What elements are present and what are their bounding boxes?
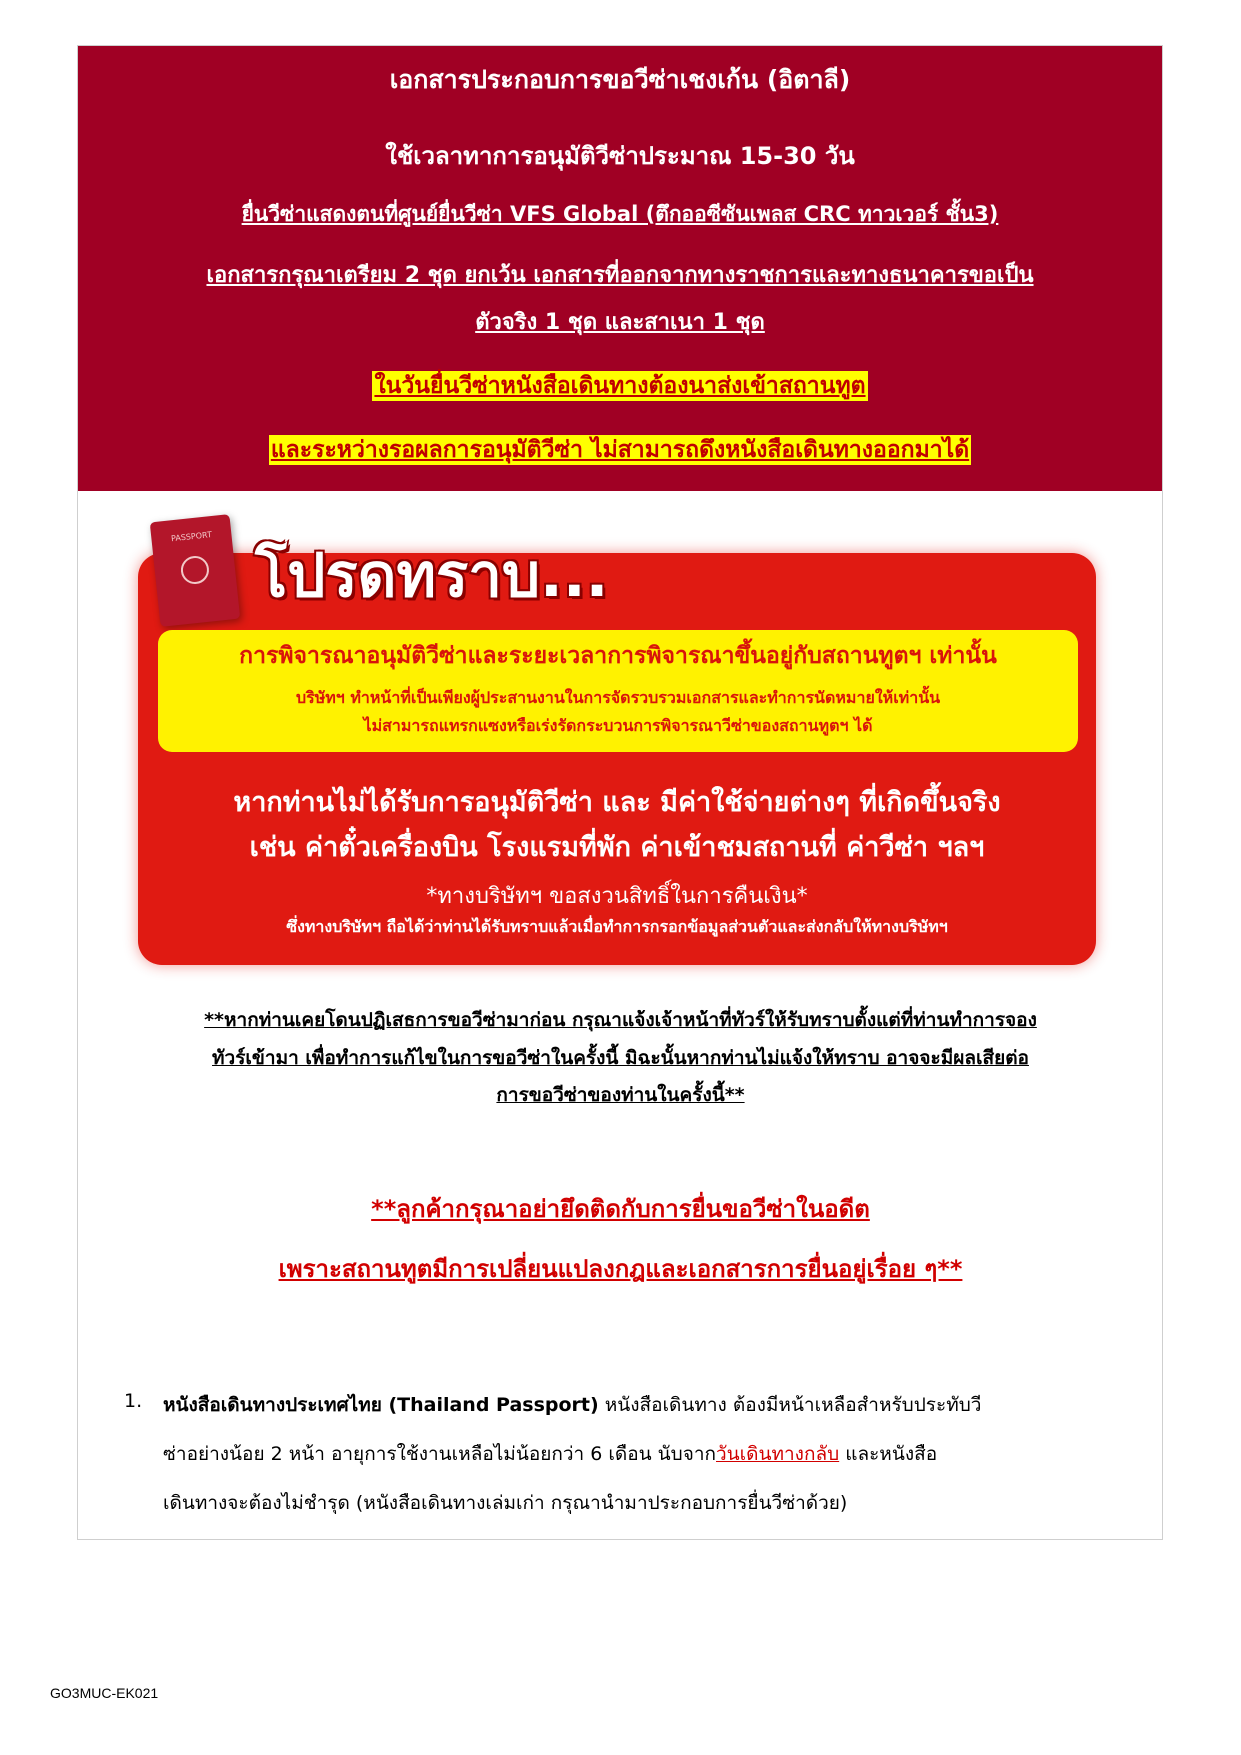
reminder-line1: **ลูกค้ากรุณาอย่ายึดติดกับการยื่นขอวีซ่าในอดีต — [371, 1195, 870, 1223]
reminder-line2: เพราะสถานทูตมีการเปลี่ยนแปลงกฎและเอกสารการยื่นอยู่เรื่อย ๆ** — [278, 1255, 963, 1283]
document-code: GO3MUC-EK021 — [50, 1685, 159, 1701]
globe-icon — [180, 555, 211, 586]
notice-yellow-line2: บริษัทฯ ทำหน้าที่เป็นเพียงผู้ประสานงานในการจัดรวบรวมเอกสารและทำการนัดหมายให้เท่านั้น — [295, 688, 941, 707]
list-item-line1 — [163, 1390, 981, 1420]
notice-yellow-line1: การพิจารณาอนุมัติวีซ่าและระยะเวลาการพิจารณาขึ้นอยู่กับสถานทูตฯ เท่านั้น — [239, 643, 997, 669]
notice-yellow-box — [158, 630, 1078, 752]
highlight-line2-wrap — [78, 432, 1162, 468]
highlight-line1: ในวันยื่นวีซ่าหนังสือเดินทางต้องนาส่งเข้าสถานทูต — [374, 373, 866, 399]
list-item-line3: เดินทางจะต้องไม่ชำรุด (หนังสือเดินทางเล่มเก่า กรุณานำมาประกอบการยื่นวีซ่าด้วย) — [163, 1492, 848, 1514]
warning-line3: การขอวีซ่าของท่านในครั้งนี้** — [496, 1084, 745, 1106]
list-item-heading: หนังสือเดินทางประเทศไทย (Thailand Passport) — [163, 1394, 599, 1416]
notice-title: โปรดทราบ... — [255, 541, 609, 611]
documents-note-line1: เอกสารกรุณาเตรียม 2 ชุด ยกเว้น เอกสารที่ออกจากทางราชการและทางธนาคารขอเป็น — [206, 263, 1034, 288]
header-banner — [78, 46, 1162, 491]
notice-line2: เช่น ค่าตั๋วเครื่องบิน โรงแรมที่พัก ค่าเข้าชมสถานที่ ค่าวีซ่า ฯลฯ — [249, 832, 985, 863]
processing-time: ใช้เวลาทาการอนุมัติวีซ่าประมาณ 15-30 วัน — [385, 142, 855, 170]
passport-icon — [150, 514, 241, 627]
page-title: เอกสารประกอบการขอวีซ่าเชงเก้น (อิตาลี) — [389, 65, 851, 94]
list-item-line2 — [163, 1439, 937, 1469]
notice-line3: *ทางบริษัทฯ ขอสงวนสิทธิ์ในการคืนเงิน* — [426, 884, 808, 909]
documents-note-line2: ตัวจริง 1 ชุด และสาเนา 1 ชุด — [475, 310, 765, 335]
passport-label: PASSPORT — [170, 530, 213, 544]
list-item-text-c: และหนังสือ — [839, 1443, 938, 1465]
notice-line4: ซึ่งทางบริษัทฯ ถือได้ว่าท่านได้รับทราบแล้วเมื่อทำการกรอกข้อมูลส่วนตัวและส่งกลับให้ทางบริษัทฯ — [286, 917, 948, 936]
notice-line1: หากท่านไม่ได้รับการอนุมัติวีซ่า และ มีค่าใช้จ่ายต่างๆ ที่เกิดขึ้นจริง — [233, 787, 1001, 818]
highlight-line2: และระหว่างรอผลการอนุมัติวีซ่า ไม่สามารถดึงหนังสือเดินทางออกมาได้ — [270, 437, 970, 463]
warning-line1: **หากท่านเคยโดนปฏิเสธการขอวีซ่ามาก่อน กรุณาแจ้งเจ้าหน้าที่ทัวร์ให้รับทราบตั้งแต่ที่ท่านทำการจอง — [204, 1009, 1037, 1031]
notice-yellow-line3: ไม่สามารถแทรกแซงหรือเร่งรัดกระบวนการพิจารณาวีซ่าของสถานทูตฯ ได้ — [363, 716, 873, 735]
submission-place: ยื่นวีซ่าแสดงตนที่ศูนย์ยื่นวีซ่า VFS Global (ตึกออซีซันเพลส CRC ทาวเวอร์ ชั้น3) — [241, 202, 999, 226]
list-item-text-b: ซ่าอย่างน้อย 2 หน้า อายุการใช้งานเหลือไม่น้อยกว่า 6 เดือน นับจาก — [163, 1443, 716, 1465]
list-item-text-a: หนังสือเดินทาง ต้องมีหน้าเหลือสำหรับประทับวี — [598, 1394, 982, 1416]
highlight-line1-wrap — [78, 368, 1162, 404]
warning-line2: ทัวร์เข้ามา เพื่อทำการแก้ไขในการขอวีซ่าในครั้งนี้ มิฉะนั้นหากท่านไม่แจ้งให้ทราบ อาจจะมีผลเสียต่อ — [212, 1047, 1029, 1069]
list-item-number: 1. — [124, 1390, 143, 1412]
return-date-link[interactable]: วันเดินทางกลับ — [716, 1443, 840, 1465]
